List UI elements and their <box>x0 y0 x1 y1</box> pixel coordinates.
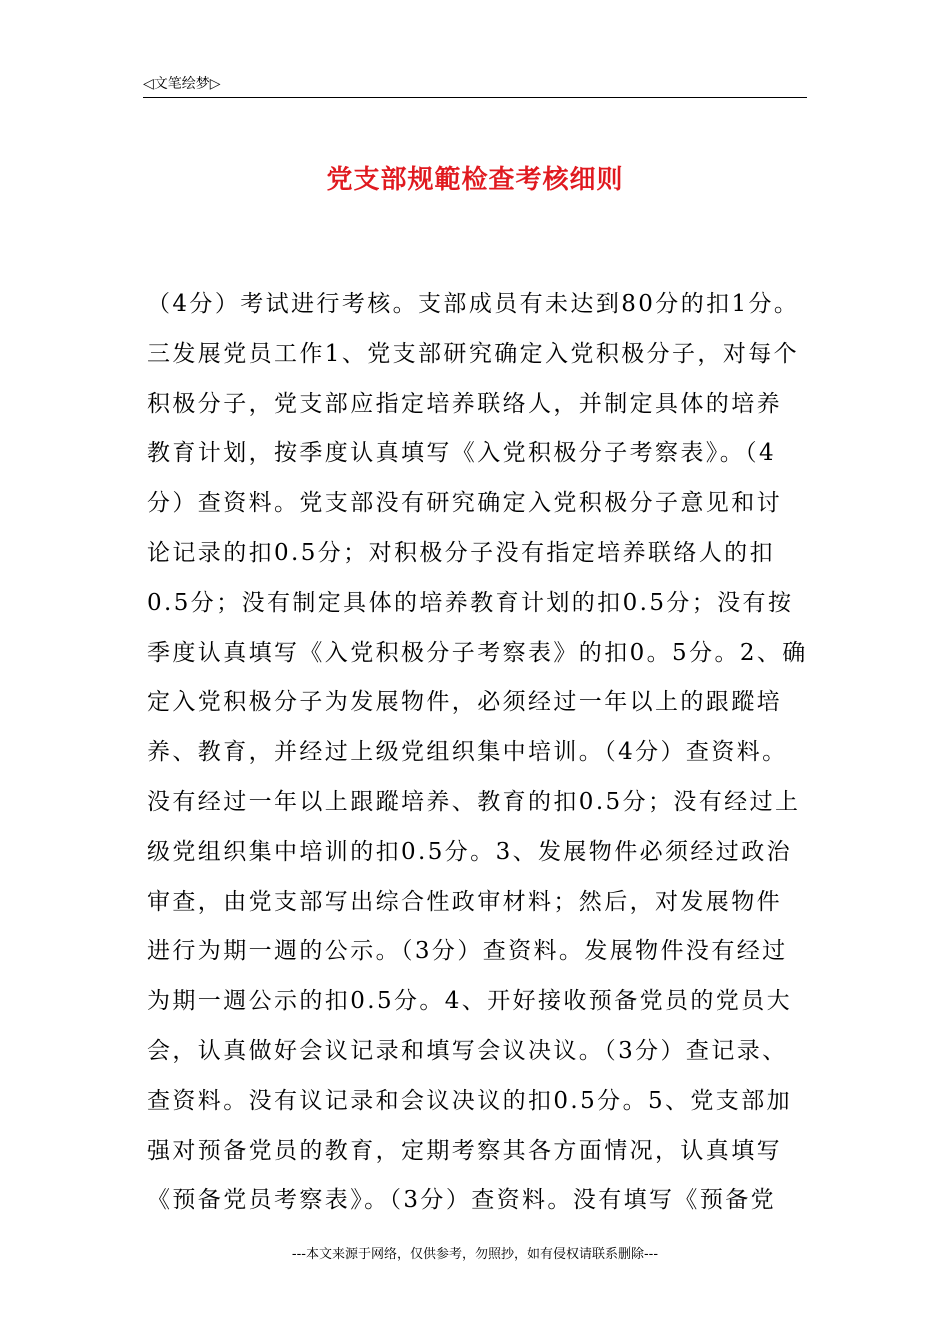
body-line: 《预备党员考察表》。（3分）查资料。没有填写《预备党 <box>147 1187 777 1214</box>
header-brand: ◁文笔绘梦▷ <box>143 76 221 92</box>
page-header <box>143 74 807 98</box>
body-line: （4分）考试进行考核。支部成员有未达到80分的扣1分。 <box>147 291 800 317</box>
body-line: 查资料。没有议记录和会议决议的扣0.5分。5、党支部加 <box>147 1087 793 1114</box>
body-line: 没有经过一年以上跟蹤培养、教育的扣0.5分；没有经过上 <box>147 788 801 815</box>
body-line: 定入党积极分子为发展物件，必须经过一年以上的跟蹤培 <box>147 689 782 716</box>
body-line: 进行为期一週的公示。（3分）查资料。发展物件没有经过 <box>147 938 788 965</box>
body-line: 积极分子，党支部应指定培养联络人，并制定具体的培养 <box>147 390 782 417</box>
body-line: 级党组织集中培训的扣0.5分。3、发展物件必须经过政治 <box>147 838 793 865</box>
body-line: 为期一週公示的扣0.5分。4、开好接收预备党员的党员大 <box>147 988 793 1015</box>
body-line: 季度认真填写《入党积极分子考察表》的扣0。5分。2、确 <box>147 639 808 666</box>
body-line: 教育计划，按季度认真填写《入党积极分子考察表》。（4 <box>147 440 777 467</box>
page-footer: ---本文来源于网络，仅供参考，勿照抄，如有侵权请联系删除--- <box>291 1247 659 1262</box>
document-title: 党支部规範检查考核细则 <box>326 165 624 195</box>
body-line: 分）查资料。党支部没有研究确定入党积极分子意见和讨 <box>147 490 782 517</box>
body-line: 强对预备党员的教育，定期考察其各方面情况，认真填写 <box>147 1137 782 1164</box>
body-line: 三发展党员工作1、党支部研究确定入党积极分子，对每个 <box>147 340 800 367</box>
body-line: 养、教育，并经过上级党组织集中培训。（4分）查资料。 <box>147 739 788 766</box>
header-rule <box>143 97 807 98</box>
body-line: 0.5分；没有制定具体的培养教育计划的扣0.5分；没有按 <box>147 589 794 616</box>
document-body <box>147 280 813 1226</box>
body-line: 会，认真做好会议记录和填写会议决议。（3分）查记录、 <box>147 1037 788 1064</box>
body-line: 审查，由党支部写出综合性政审材料；然后，对发展物件 <box>147 888 782 915</box>
body-line: 论记录的扣0.5分；对积极分子没有指定培养联络人的扣 <box>147 539 775 566</box>
